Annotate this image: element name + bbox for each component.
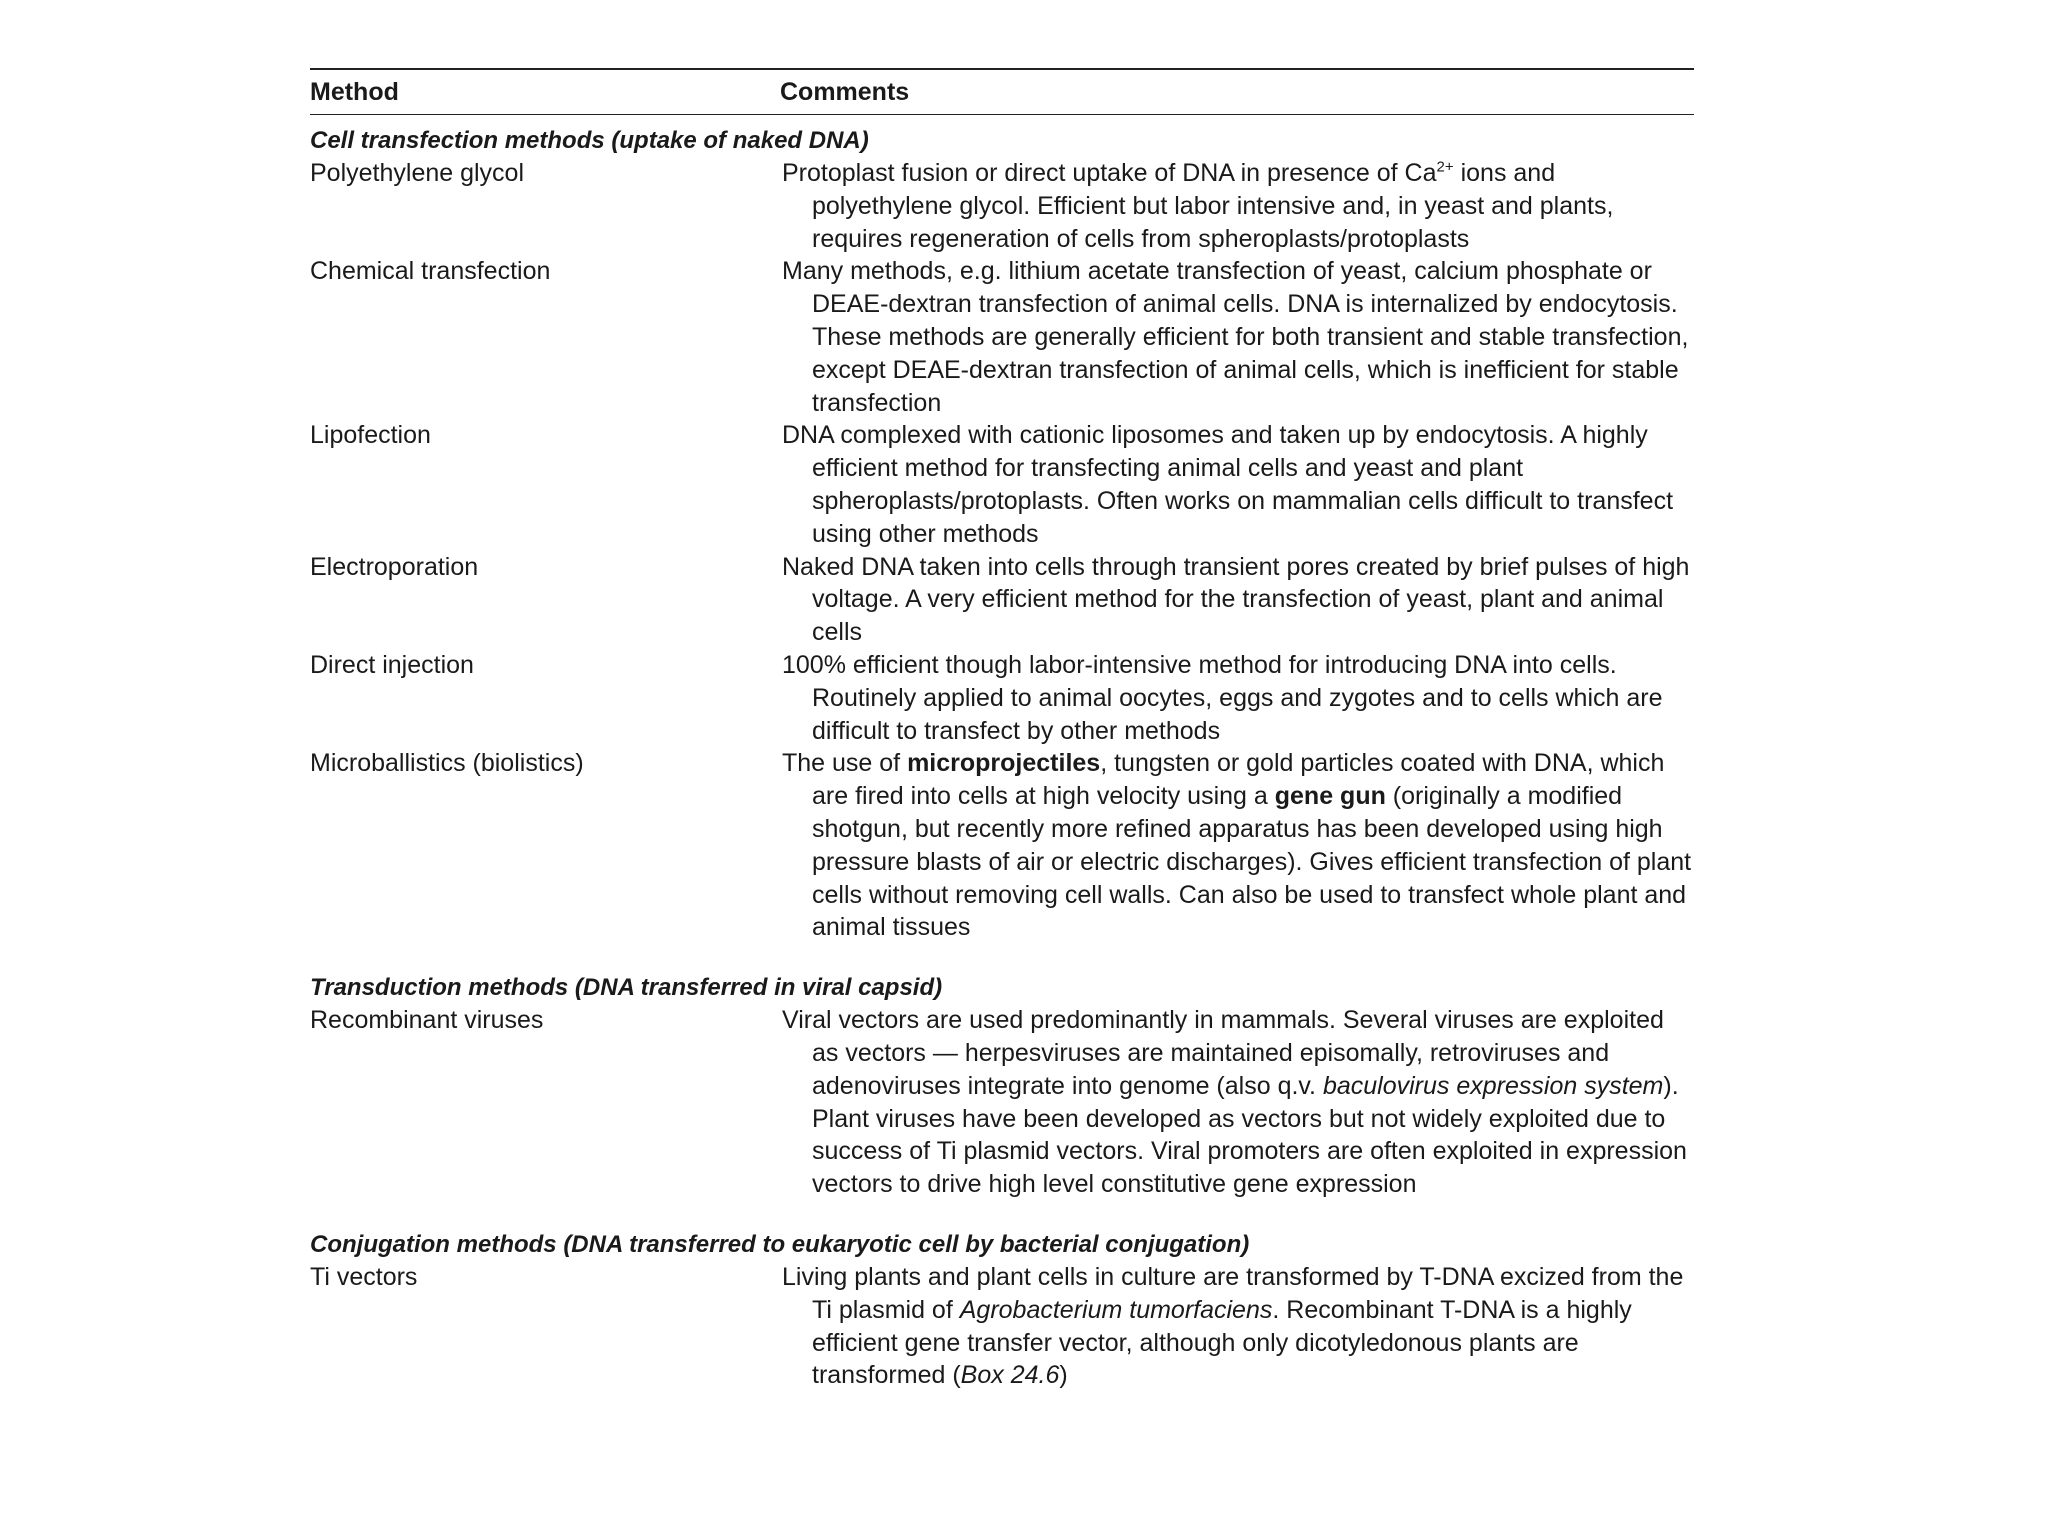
method-cell: Polyethylene glycol	[310, 159, 525, 187]
method-cell: Microballistics (biolistics)	[310, 749, 584, 778]
method-cell: Direct injection	[310, 650, 474, 679]
section-title-transfection: Cell transfection methods (uptake of naked DNA)	[310, 127, 869, 154]
methods-table	[310, 68, 1694, 1392]
method-cell: Ti vectors	[310, 1262, 418, 1291]
header-comments: Comments	[780, 77, 910, 106]
section-title-conjugation: Conjugation methods (DNA transferred to eukaryotic cell by bacterial conjugation)	[310, 1230, 1250, 1258]
table-header-row	[310, 70, 1694, 114]
comment-cell: Living plants and plant cells in culture are transformed by T-DNA excized from the Ti plasmid of Agrobacterium tumorfaciens. Recombinant T-DNA is a highly efficient gene transfer vector, although only dicotyledonous plants are transformed (Box 24.6)	[782, 1262, 1684, 1390]
table-row	[310, 1004, 1694, 1201]
header-method: Method	[310, 77, 399, 106]
table-row	[310, 747, 1694, 944]
method-cell: Chemical transfection	[310, 257, 551, 286]
comment-cell: Naked DNA taken into cells through transient pores created by brief pulses of high voltage. A very efficient method for the transfection of yeast, plant and animal cells	[782, 552, 1690, 647]
comment-cell: DNA complexed with cationic liposomes and taken up by endocytosis. A highly efficient method for transfecting animal cells and yeast and plant spheroplasts/protoplasts. Often works on mammalian cells difficult to transfect using other methods	[782, 421, 1674, 548]
table-row	[310, 419, 1694, 550]
comment-cell: Viral vectors are used predominantly in mammals. Several viruses are exploited as vectors — herpesviruses are maintained episomally, retroviruses and adenoviruses integrate into genome (also q.v. baculovirus expression system). Plant viruses have been developed as vectors but not widely exploited due to success of Ti plasmid vectors. Viral promoters are often exploited in expression vectors to drive high level constitutive gene expression	[782, 1006, 1687, 1199]
comment-cell: The use of microprojectiles, tungsten or gold particles coated with DNA, which are fired into cells at high velocity using a gene gun (originally a modified shotgun, but recently more refined apparatus has been developed using high pressure blasts of air or electric discharges). Gives efficient transfection of plant cells without removing cell walls. Can also be used to transfect whole plant and animal tissues	[782, 749, 1692, 942]
comment-cell: Protoplast fusion or direct uptake of DNA in presence of $Ca^{2+}$ ions and polyethylene glycol. Efficient but labor intensive and, in yeast and plants, requires regeneration of cells from spheroplasts/protoplasts	[782, 158, 1614, 253]
section-title-transduction: Transduction methods (DNA transferred in viral capsid)	[310, 974, 943, 1002]
method-cell: Recombinant viruses	[310, 1006, 544, 1035]
comment-cell: Many methods, e.g. lithium acetate transfection of yeast, calcium phosphate or DEAE-dextran transfection of animal cells. DNA is internalized by endocytosis. These methods are generally efficient for both transient and stable transfection, except DEAE-dextran transfection of animal cells, which is inefficient for stable transfection	[782, 257, 1689, 417]
comment-cell: 100% efficient though labor-intensive method for introducing DNA into cells. Routinely applied to animal oocytes, eggs and zygotes and to cells which are difficult to transfect by other methods	[782, 650, 1663, 745]
method-cell: Electroporation	[310, 552, 479, 581]
table-row	[310, 1261, 1694, 1392]
method-cell: Lipofection	[310, 421, 431, 450]
table-row	[310, 551, 1694, 649]
table-row	[310, 157, 1694, 255]
table-row	[310, 255, 1694, 419]
table-row	[310, 649, 1694, 747]
